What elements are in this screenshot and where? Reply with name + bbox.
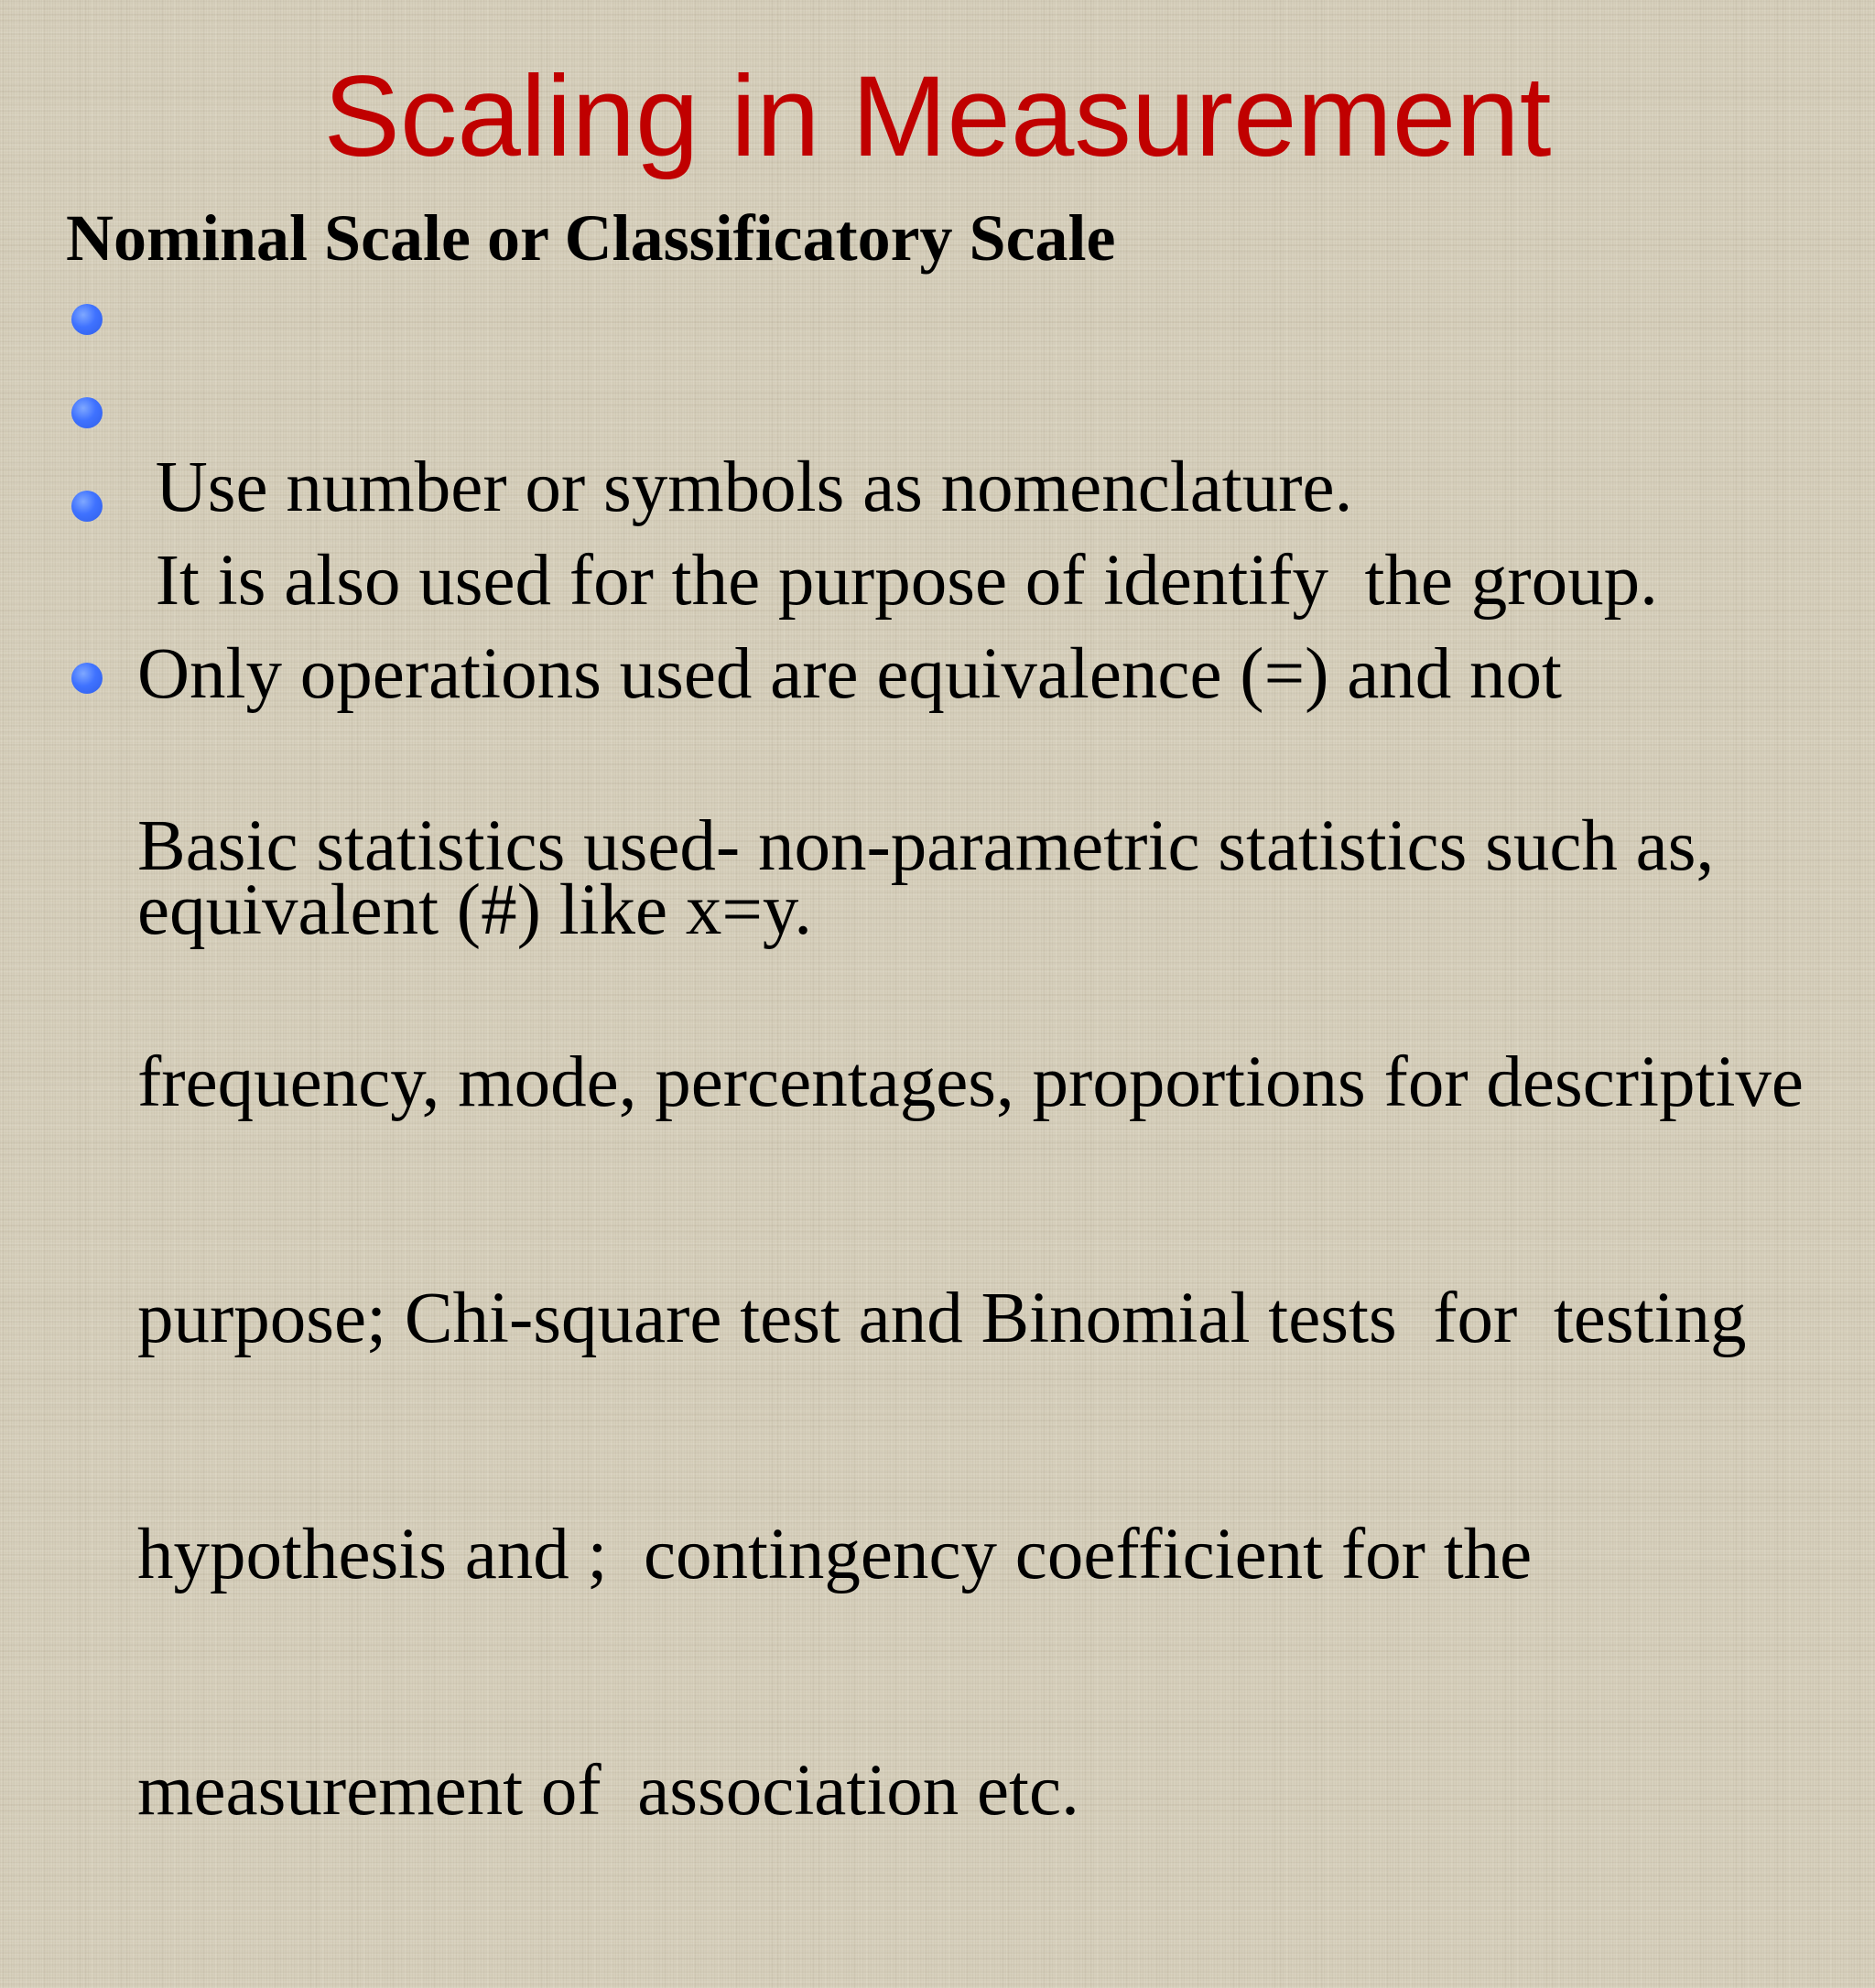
bullet-1-line-1: Use number or symbols as nomenclature. [137, 448, 1353, 527]
bullet-4-line-5: measurement of association etc. [137, 1751, 1079, 1831]
bullet-4-line-1: Basic statistics used- non-parametric statistics such as, [137, 806, 1715, 886]
bullet-2-line-1: It is also used for the purpose of identify the group. [137, 541, 1658, 621]
bullet-3-line-2: equivalent (#) like x=y. [137, 870, 813, 950]
slide-title: Scaling in Measurement [323, 53, 1552, 180]
bullet-dot-icon [71, 491, 103, 522]
bullet-4-line-2: frequency, mode, percentages, proportions for descriptive [137, 1043, 1804, 1122]
bullet-dot-icon [71, 304, 103, 335]
bullet-dot-icon [71, 663, 103, 694]
bullet-dot-icon [71, 397, 103, 428]
slide-subtitle: Nominal Scale or Classificatory Scale [66, 201, 1116, 275]
bullet-3-line-1: Only operations used are equivalence (=) and not [137, 634, 1562, 714]
bullet-item-4 [137, 650, 1804, 1988]
bullet-4-line-4: hypothesis and ; contingency coefficient for the [137, 1515, 1533, 1594]
bullet-4-line-3: purpose; Chi-square test and Binomial tests for testing [137, 1279, 1747, 1358]
